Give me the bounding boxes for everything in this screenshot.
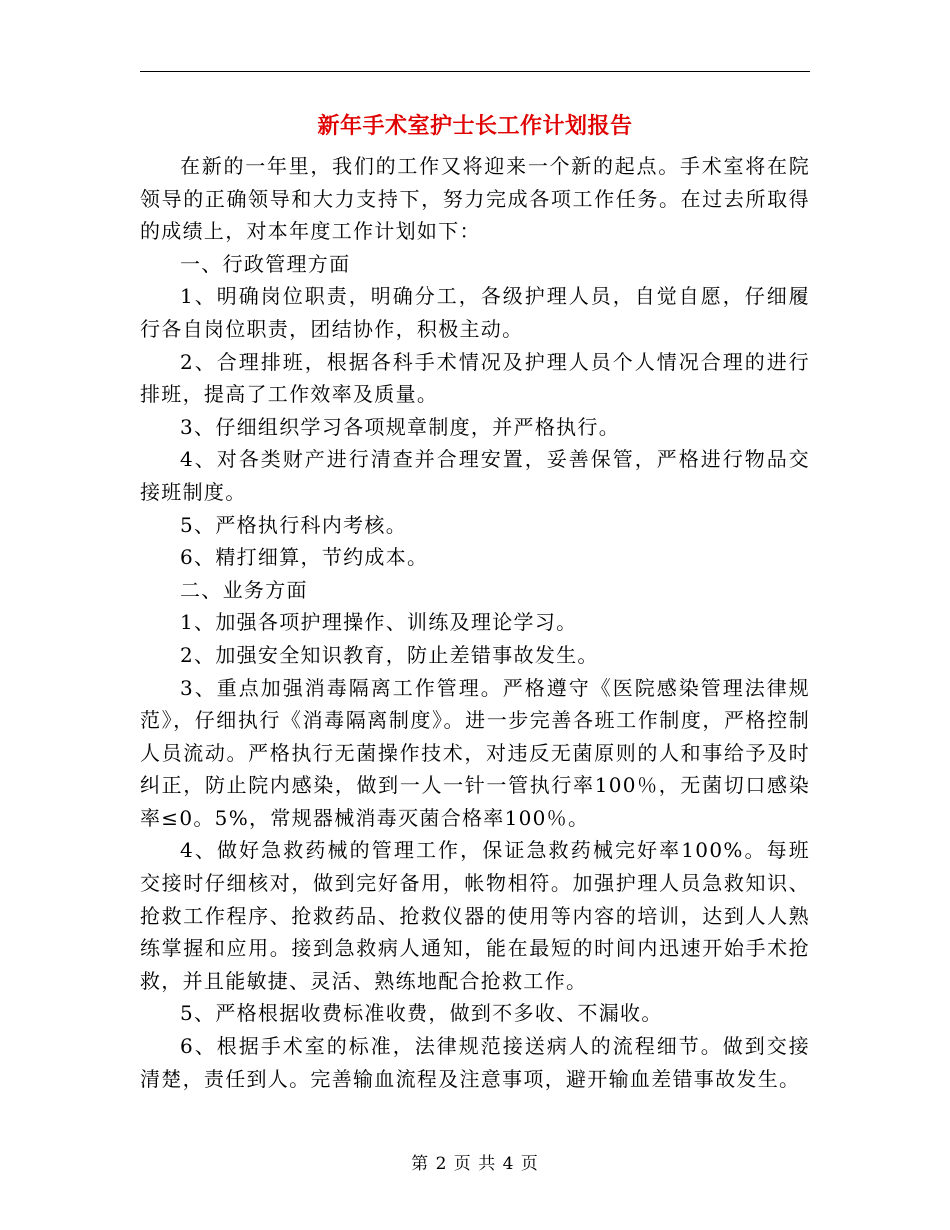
paragraph-business-1: 1、加强各项护理操作、训练及理论学习。 xyxy=(180,610,578,635)
paragraph-admin-4: 4、对各类财产进行清查并合理安置，妥善保管，严格进行物品交接班制度。 xyxy=(140,447,810,504)
paragraph-admin-5: 5、严格执行科内考核。 xyxy=(180,512,408,537)
section-heading-business: 二、业务方面 xyxy=(180,577,308,602)
paragraph-admin-2: 2、合理排班，根据各科手术情况及护理人员个人情况合理的进行排班，提高了工作效率及质量。 xyxy=(140,349,810,407)
section-heading-admin: 一、行政管理方面 xyxy=(180,251,351,276)
paragraph-business-6: 6、根据手术室的标准，法律规范接送病人的流程细节。做到交接清楚，责任到人。完善输血流程及注意事项，避开输血差错事故发生。 xyxy=(140,1034,810,1091)
paragraph-business-2: 2、加强安全知识教育，防止差错事故发生。 xyxy=(180,642,599,667)
header-rule xyxy=(140,71,810,72)
paragraph-business-5: 5、严格根据收费标准收费，做到不多收、不漏收。 xyxy=(180,1001,663,1026)
paragraph-business-4: 4、做好急救药械的管理工作，保证急救药械完好率100%。每班交接时仔细核对，做到完好备用，帐物相符。加强护理人员急救知识、抢救工作程序、抢救药品、抢救仪器的使用等内容的培训，达到人人熟练掌握和应用。接到急救病人通知，能在最短的时间内迅速开始手术抢救，并且能敏捷、灵活、熟练地配合抢救工作。 xyxy=(140,838,810,993)
paragraph-business-3: 3、重点加强消毒隔离工作管理。严格遵守《医院感染管理法律规范》，仔细执行《消毒隔离制度》。进一步完善各班工作制度，严格控制人员流动。严格执行无菌操作技术，对违反无菌原则的人和事给予及时纠正，防止院内感染，做到一人一针一管执行率100％，无菌切口感染率≤0。5%，常规器械消毒灭菌合格率100％。 xyxy=(140,675,810,830)
document-title: 新年手术室护士长工作计划报告 xyxy=(317,113,633,139)
paragraph-admin-6: 6、精打细算，节约成本。 xyxy=(180,545,429,570)
paragraph-intro: 在新的一年里，我们的工作又将迎来一个新的起点。手术室将在院领导的正确领导和大力支持下，努力完成各项工作任务。在过去所取得的成绩上，对本年度工作计划如下： xyxy=(140,154,810,244)
paragraph-admin-1: 1、明确岗位职责，明确分工，各级护理人员，自觉自愿，仔细履行各自岗位职责，团结协作，积极主动。 xyxy=(140,284,810,341)
paragraph-admin-3: 3、仔细组织学习各项规章制度，并严格执行。 xyxy=(180,414,621,439)
document-body xyxy=(140,150,810,1095)
page-number-footer: 第 2 页 共 4 页 xyxy=(411,1154,539,1174)
